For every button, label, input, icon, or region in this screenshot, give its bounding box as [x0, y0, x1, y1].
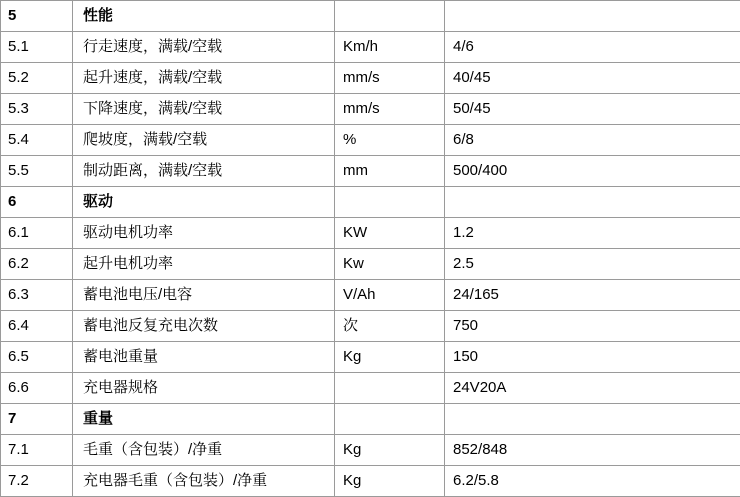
row-number-cell: 6.6: [1, 373, 73, 404]
row-unit-cell: Kg: [335, 435, 445, 466]
row-value-cell: 24/165: [445, 280, 740, 311]
table-row: [1, 373, 740, 404]
row-label-cell: 爬坡度，满载/空载: [73, 125, 335, 156]
row-unit-cell: Kw: [335, 249, 445, 280]
table-row: [1, 249, 740, 280]
row-number-cell: 7.1: [1, 435, 73, 466]
row-label-cell: 充电器毛重（含包装）/净重: [73, 466, 335, 497]
row-number-cell: 5.4: [1, 125, 73, 156]
row-unit-cell: V/Ah: [335, 280, 445, 311]
row-number-cell: 6: [1, 187, 73, 218]
row-unit-cell: %: [335, 125, 445, 156]
row-value-cell: 6/8: [445, 125, 740, 156]
table-row: [1, 218, 740, 249]
row-label-cell: 制动距离，满载/空载: [73, 156, 335, 187]
row-number-cell: 6.5: [1, 342, 73, 373]
table-row: [1, 187, 740, 218]
row-number-cell: 5.1: [1, 32, 73, 63]
table-row: [1, 311, 740, 342]
table-row: [1, 404, 740, 435]
row-unit-cell: Km/h: [335, 32, 445, 63]
row-label-cell: 蓄电池重量: [73, 342, 335, 373]
table-row: [1, 156, 740, 187]
table-row: [1, 63, 740, 94]
row-value-cell: [445, 187, 740, 218]
table-row: [1, 466, 740, 497]
row-number-cell: 5: [1, 1, 73, 32]
table-row: [1, 1, 740, 32]
table-row: [1, 94, 740, 125]
row-value-cell: 150: [445, 342, 740, 373]
row-unit-cell: 次: [335, 311, 445, 342]
table-row: [1, 435, 740, 466]
row-unit-cell: Kg: [335, 342, 445, 373]
row-label-cell: 起升速度，满载/空载: [73, 63, 335, 94]
row-label-cell: 驱动: [73, 187, 335, 218]
row-value-cell: 6.2/5.8: [445, 466, 740, 497]
row-value-cell: 50/45: [445, 94, 740, 125]
row-unit-cell: mm: [335, 156, 445, 187]
row-label-cell: 毛重（含包装）/净重: [73, 435, 335, 466]
row-unit-cell: [335, 187, 445, 218]
row-value-cell: 852/848: [445, 435, 740, 466]
row-number-cell: 5.5: [1, 156, 73, 187]
row-value-cell: 24V20A: [445, 373, 740, 404]
row-label-cell: 重量: [73, 404, 335, 435]
table-row: [1, 32, 740, 63]
row-number-cell: 6.2: [1, 249, 73, 280]
row-value-cell: 4/6: [445, 32, 740, 63]
specification-table-body: [1, 1, 740, 497]
row-value-cell: [445, 1, 740, 32]
row-number-cell: 7: [1, 404, 73, 435]
row-number-cell: 6.1: [1, 218, 73, 249]
row-label-cell: 行走速度，满载/空载: [73, 32, 335, 63]
row-label-cell: 性能: [73, 1, 335, 32]
row-label-cell: 蓄电池电压/电容: [73, 280, 335, 311]
row-label-cell: 充电器规格: [73, 373, 335, 404]
row-number-cell: 6.4: [1, 311, 73, 342]
row-number-cell: 5.2: [1, 63, 73, 94]
row-value-cell: 750: [445, 311, 740, 342]
row-unit-cell: [335, 1, 445, 32]
row-unit-cell: KW: [335, 218, 445, 249]
row-label-cell: 下降速度，满载/空载: [73, 94, 335, 125]
row-number-cell: 6.3: [1, 280, 73, 311]
row-unit-cell: mm/s: [335, 94, 445, 125]
row-unit-cell: [335, 404, 445, 435]
row-label-cell: 驱动电机功率: [73, 218, 335, 249]
row-value-cell: 1.2: [445, 218, 740, 249]
row-number-cell: 5.3: [1, 94, 73, 125]
row-value-cell: [445, 404, 740, 435]
row-value-cell: 40/45: [445, 63, 740, 94]
row-value-cell: 500/400: [445, 156, 740, 187]
row-label-cell: 蓄电池反复充电次数: [73, 311, 335, 342]
row-value-cell: 2.5: [445, 249, 740, 280]
table-row: [1, 125, 740, 156]
row-unit-cell: [335, 373, 445, 404]
table-row: [1, 342, 740, 373]
row-unit-cell: mm/s: [335, 63, 445, 94]
row-label-cell: 起升电机功率: [73, 249, 335, 280]
row-number-cell: 7.2: [1, 466, 73, 497]
table-row: [1, 280, 740, 311]
row-unit-cell: Kg: [335, 466, 445, 497]
